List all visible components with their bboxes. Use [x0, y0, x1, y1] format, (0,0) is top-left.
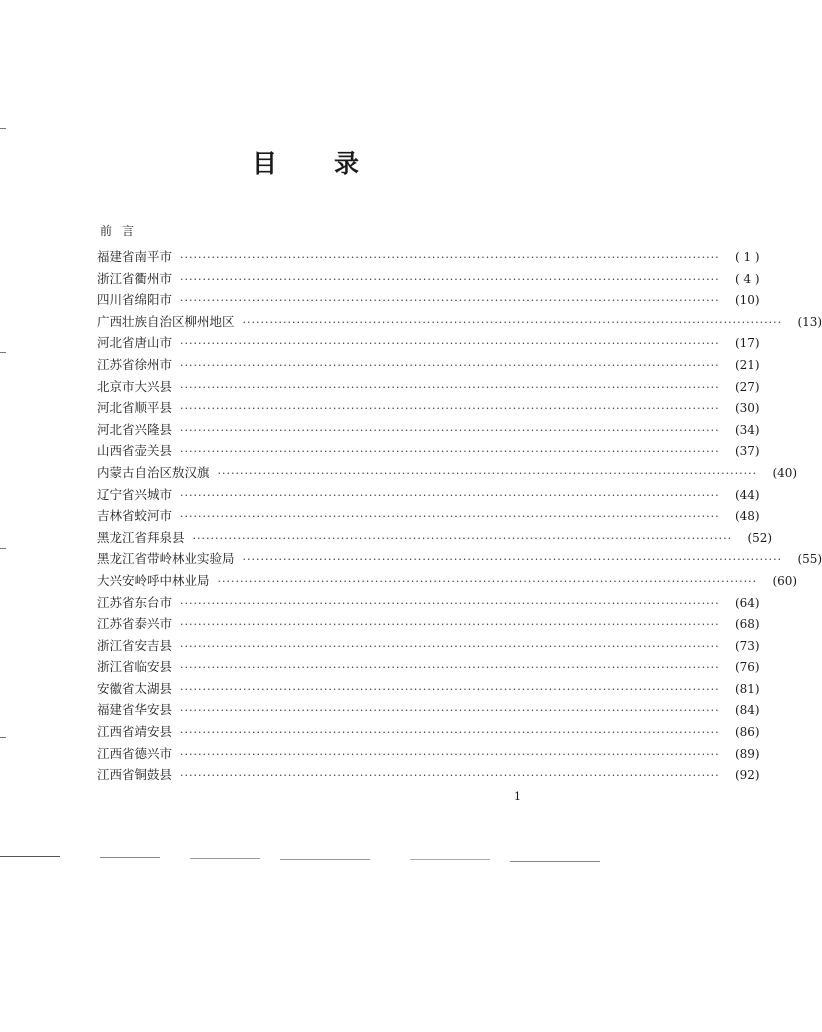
toc-entry-label: 大兴安岭呼中林业局 [97, 572, 210, 588]
toc-entry-page: (60) [772, 573, 798, 588]
toc-entry [97, 764, 760, 786]
toc-preface-entry: 前言 [100, 224, 145, 238]
toc-entry [97, 484, 760, 506]
toc-leader-dots: ························································································································ [180, 618, 720, 632]
toc-entry-page: (52) [747, 530, 773, 545]
toc-leader-dots: ························································································································ [180, 726, 720, 740]
scan-artifact-line [280, 859, 370, 860]
toc-entry-page: (37) [734, 444, 760, 459]
page-title-char-1: 目 [252, 149, 278, 178]
toc-entry-label: 江西省德兴市 [97, 745, 173, 761]
toc-entry-label: 内蒙古自治区敖汉旗 [97, 464, 210, 480]
scan-artifact-mark [0, 737, 6, 738]
toc-entry-label: 江苏省徐州市 [97, 356, 173, 372]
toc-leader-dots: ························································································································ [180, 639, 720, 653]
toc-entry-label: 山西省壶关县 [97, 443, 173, 459]
toc-entry [97, 289, 760, 311]
toc-entry-page: (64) [734, 595, 760, 610]
toc-entry-page: (17) [734, 336, 760, 351]
toc-entry-label: 北京市大兴县 [97, 378, 173, 394]
toc-entry-label: 黑龙江省带岭林业实验局 [97, 551, 235, 567]
toc-entry [97, 268, 760, 290]
toc-entry-label: 四川省绵阳市 [97, 292, 173, 308]
page-title-char-2: 录 [334, 149, 360, 178]
toc-leader-dots: ························································································································ [180, 488, 720, 502]
toc-entry-page: (55) [797, 552, 822, 567]
scan-artifact-line [190, 858, 260, 859]
toc-entry-label: 江苏省东台市 [97, 594, 173, 610]
toc-leader-dots: ························································································································ [180, 380, 720, 394]
toc-entry-label: 辽宁省兴城市 [97, 486, 173, 502]
toc-entry [97, 332, 760, 354]
toc-leader-dots: ························································································································ [242, 553, 783, 567]
toc-leader-dots: ························································································································ [180, 294, 720, 308]
toc-leader-dots: ························································································································ [180, 704, 720, 718]
toc-entry-page: (34) [734, 422, 760, 437]
scan-artifact-line [410, 859, 490, 860]
scan-artifact-mark [0, 128, 6, 129]
toc-entry [97, 635, 760, 657]
page-title [252, 148, 372, 180]
toc-entry-label: 浙江省衢州市 [97, 270, 173, 286]
toc-entry-label: 福建省华安县 [97, 702, 173, 718]
toc-leader-dots: ························································································································ [180, 747, 720, 761]
toc-entry-label: 安徽省太湖县 [97, 680, 173, 696]
toc-entry [97, 743, 760, 765]
toc-entry-page: (48) [734, 509, 760, 524]
toc-leader-dots: ························································································································ [180, 272, 720, 286]
toc-entry-page: (44) [734, 487, 760, 502]
toc-entry [97, 440, 760, 462]
toc-entry-page: (40) [772, 465, 798, 480]
toc-entry [97, 721, 760, 743]
toc-entry [97, 527, 773, 549]
toc-leader-dots: ························································································································ [180, 661, 720, 675]
toc-entry-page: ( 1 ) [734, 250, 760, 264]
toc-entry-page: (86) [734, 725, 760, 740]
toc-leader-dots: ························································································································ [180, 769, 720, 783]
toc-entry-page: (68) [734, 617, 760, 632]
toc-entry-label: 吉林省蛟河市 [97, 508, 173, 524]
table-of-contents [97, 246, 822, 786]
toc-entry [97, 246, 760, 268]
toc-entry [97, 376, 760, 398]
toc-entry [97, 678, 760, 700]
toc-entry [97, 311, 822, 333]
toc-entry [97, 570, 798, 592]
scan-artifact-mark [0, 548, 6, 549]
toc-entry [97, 354, 760, 376]
toc-entry-label: 河北省唐山市 [97, 335, 173, 351]
toc-entry-page: (73) [734, 638, 760, 653]
toc-leader-dots: ························································································································ [180, 251, 720, 264]
toc-entry-page: (92) [734, 768, 760, 783]
toc-entry-label: 福建省南平市 [97, 249, 173, 264]
toc-entry [97, 505, 760, 527]
scan-artifact-mark [0, 352, 6, 353]
toc-entry [97, 397, 760, 419]
page-number: 1 [514, 790, 521, 803]
scan-artifact-line [100, 857, 160, 858]
toc-leader-dots: ························································································································ [180, 423, 720, 437]
scan-artifact-line [0, 856, 60, 857]
toc-leader-dots: ························································································································ [180, 510, 720, 524]
toc-leader-dots: ························································································································ [217, 574, 758, 588]
toc-entry [97, 548, 822, 570]
toc-entry-label: 江西省铜鼓县 [97, 767, 173, 783]
toc-entry-page: ( 4 ) [734, 271, 760, 286]
toc-leader-dots: ························································································································ [180, 445, 720, 459]
toc-entry [97, 699, 760, 721]
toc-leader-dots: ························································································································ [242, 315, 783, 329]
toc-entry [97, 656, 760, 678]
toc-entry-label: 浙江省临安县 [97, 659, 173, 675]
toc-entry [97, 613, 760, 635]
toc-entry [97, 419, 760, 441]
toc-leader-dots: ························································································································ [192, 531, 733, 545]
toc-leader-dots: ························································································································ [180, 337, 720, 351]
toc-leader-dots: ························································································································ [217, 466, 758, 480]
toc-entry-page: (10) [734, 293, 760, 308]
toc-entry-label: 江苏省泰兴市 [97, 616, 173, 632]
toc-entry-label: 河北省顺平县 [97, 400, 173, 416]
toc-entry-label: 浙江省安吉县 [97, 637, 173, 653]
toc-leader-dots: ························································································································ [180, 358, 720, 372]
toc-entry [97, 592, 760, 614]
toc-entry-page: (30) [734, 401, 760, 416]
toc-entry-page: (13) [797, 314, 822, 329]
toc-leader-dots: ························································································································ [180, 596, 720, 610]
scan-artifact-line [510, 861, 600, 862]
toc-entry-page: (81) [734, 681, 760, 696]
toc-leader-dots: ························································································································ [180, 402, 720, 416]
toc-entry [97, 462, 798, 484]
toc-entry-page: (84) [734, 703, 760, 718]
toc-entry-page: (21) [734, 357, 760, 372]
toc-leader-dots: ························································································································ [180, 682, 720, 696]
toc-entry-page: (27) [734, 379, 760, 394]
toc-entry-label: 广西壮族自治区柳州地区 [97, 313, 235, 329]
toc-entry-label: 黑龙江省拜泉县 [97, 529, 185, 545]
toc-entry-label: 河北省兴隆县 [97, 421, 173, 437]
toc-entry-label: 江西省靖安县 [97, 724, 173, 740]
toc-entry-page: (89) [734, 746, 760, 761]
toc-entry-page: (76) [734, 660, 760, 675]
